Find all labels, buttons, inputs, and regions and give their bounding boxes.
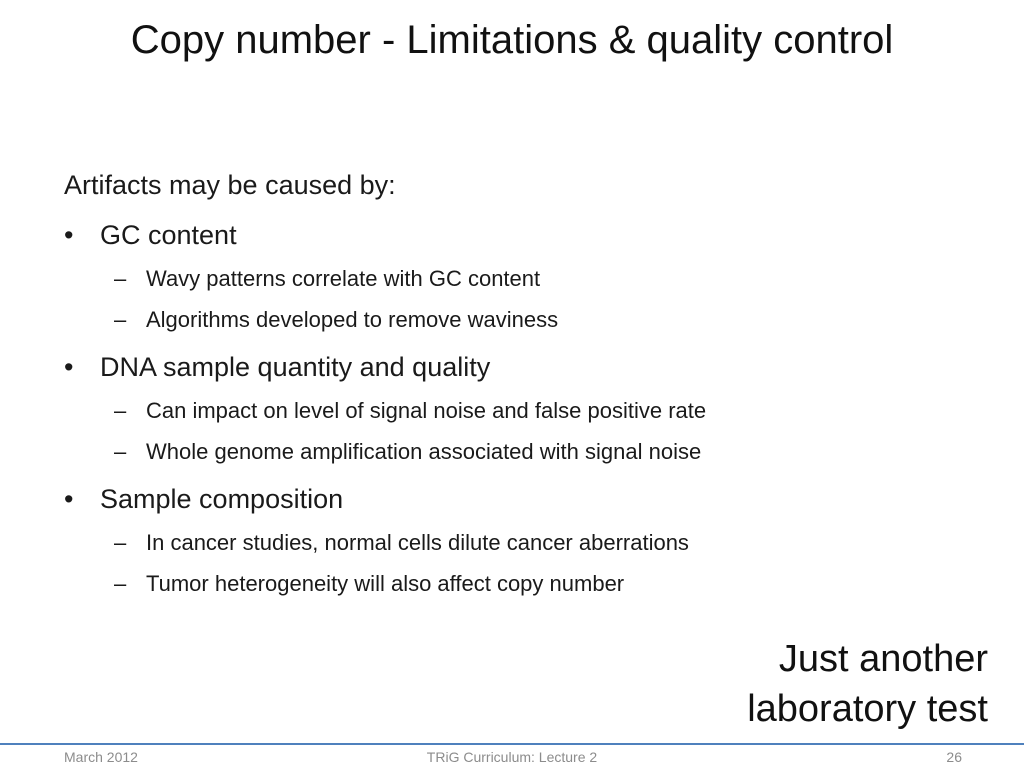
footer-page-number: 26: [946, 749, 962, 765]
sub-bullet-text: Can impact on level of signal noise and false positive rate: [146, 398, 707, 423]
dash-marker: –: [114, 530, 127, 555]
dash-marker: –: [114, 571, 127, 596]
bullet-gc-content: [64, 218, 964, 252]
bullet-marker: •: [64, 220, 74, 250]
bullet-text: Sample composition: [100, 484, 344, 514]
sub-bullet: [64, 306, 964, 334]
bullet-text: DNA sample quantity and quality: [100, 352, 491, 382]
intro-text: Artifacts may be caused by:: [64, 170, 396, 200]
bullet-text: GC content: [100, 220, 237, 250]
bullet-marker: •: [64, 484, 74, 514]
bullet-marker: •: [64, 352, 74, 382]
dash-marker: –: [114, 439, 127, 464]
sub-bullet: [64, 397, 964, 425]
sub-bullet-text: Wavy patterns correlate with GC content: [146, 266, 541, 291]
footer-date: March 2012: [64, 749, 138, 765]
sub-bullet: [64, 265, 964, 293]
sub-bullet: [64, 570, 964, 598]
dash-marker: –: [114, 398, 127, 423]
callout-line: laboratory test: [747, 688, 988, 730]
slide-title: Copy number - Limitations & quality control: [130, 18, 894, 62]
dash-marker: –: [114, 266, 127, 291]
sub-bullet-text: Whole genome amplification associated with signal noise: [146, 439, 702, 464]
callout-text: [588, 634, 988, 734]
footer-course: TRiG Curriculum: Lecture 2: [426, 749, 598, 765]
callout-line: Just another: [778, 638, 988, 680]
dash-marker: –: [114, 307, 127, 332]
sub-bullet-text: Tumor heterogeneity will also affect copy number: [146, 571, 625, 596]
footer-divider: [0, 743, 1024, 745]
sub-bullet-text: In cancer studies, normal cells dilute cancer aberrations: [146, 530, 689, 555]
sub-bullet-text: Algorithms developed to remove waviness: [146, 307, 559, 332]
bullet-dna-sample: [64, 350, 964, 384]
bullet-sample-composition: [64, 482, 964, 516]
sub-bullet: [64, 529, 964, 557]
sub-bullet: [64, 438, 964, 466]
slide-body: [64, 168, 964, 598]
